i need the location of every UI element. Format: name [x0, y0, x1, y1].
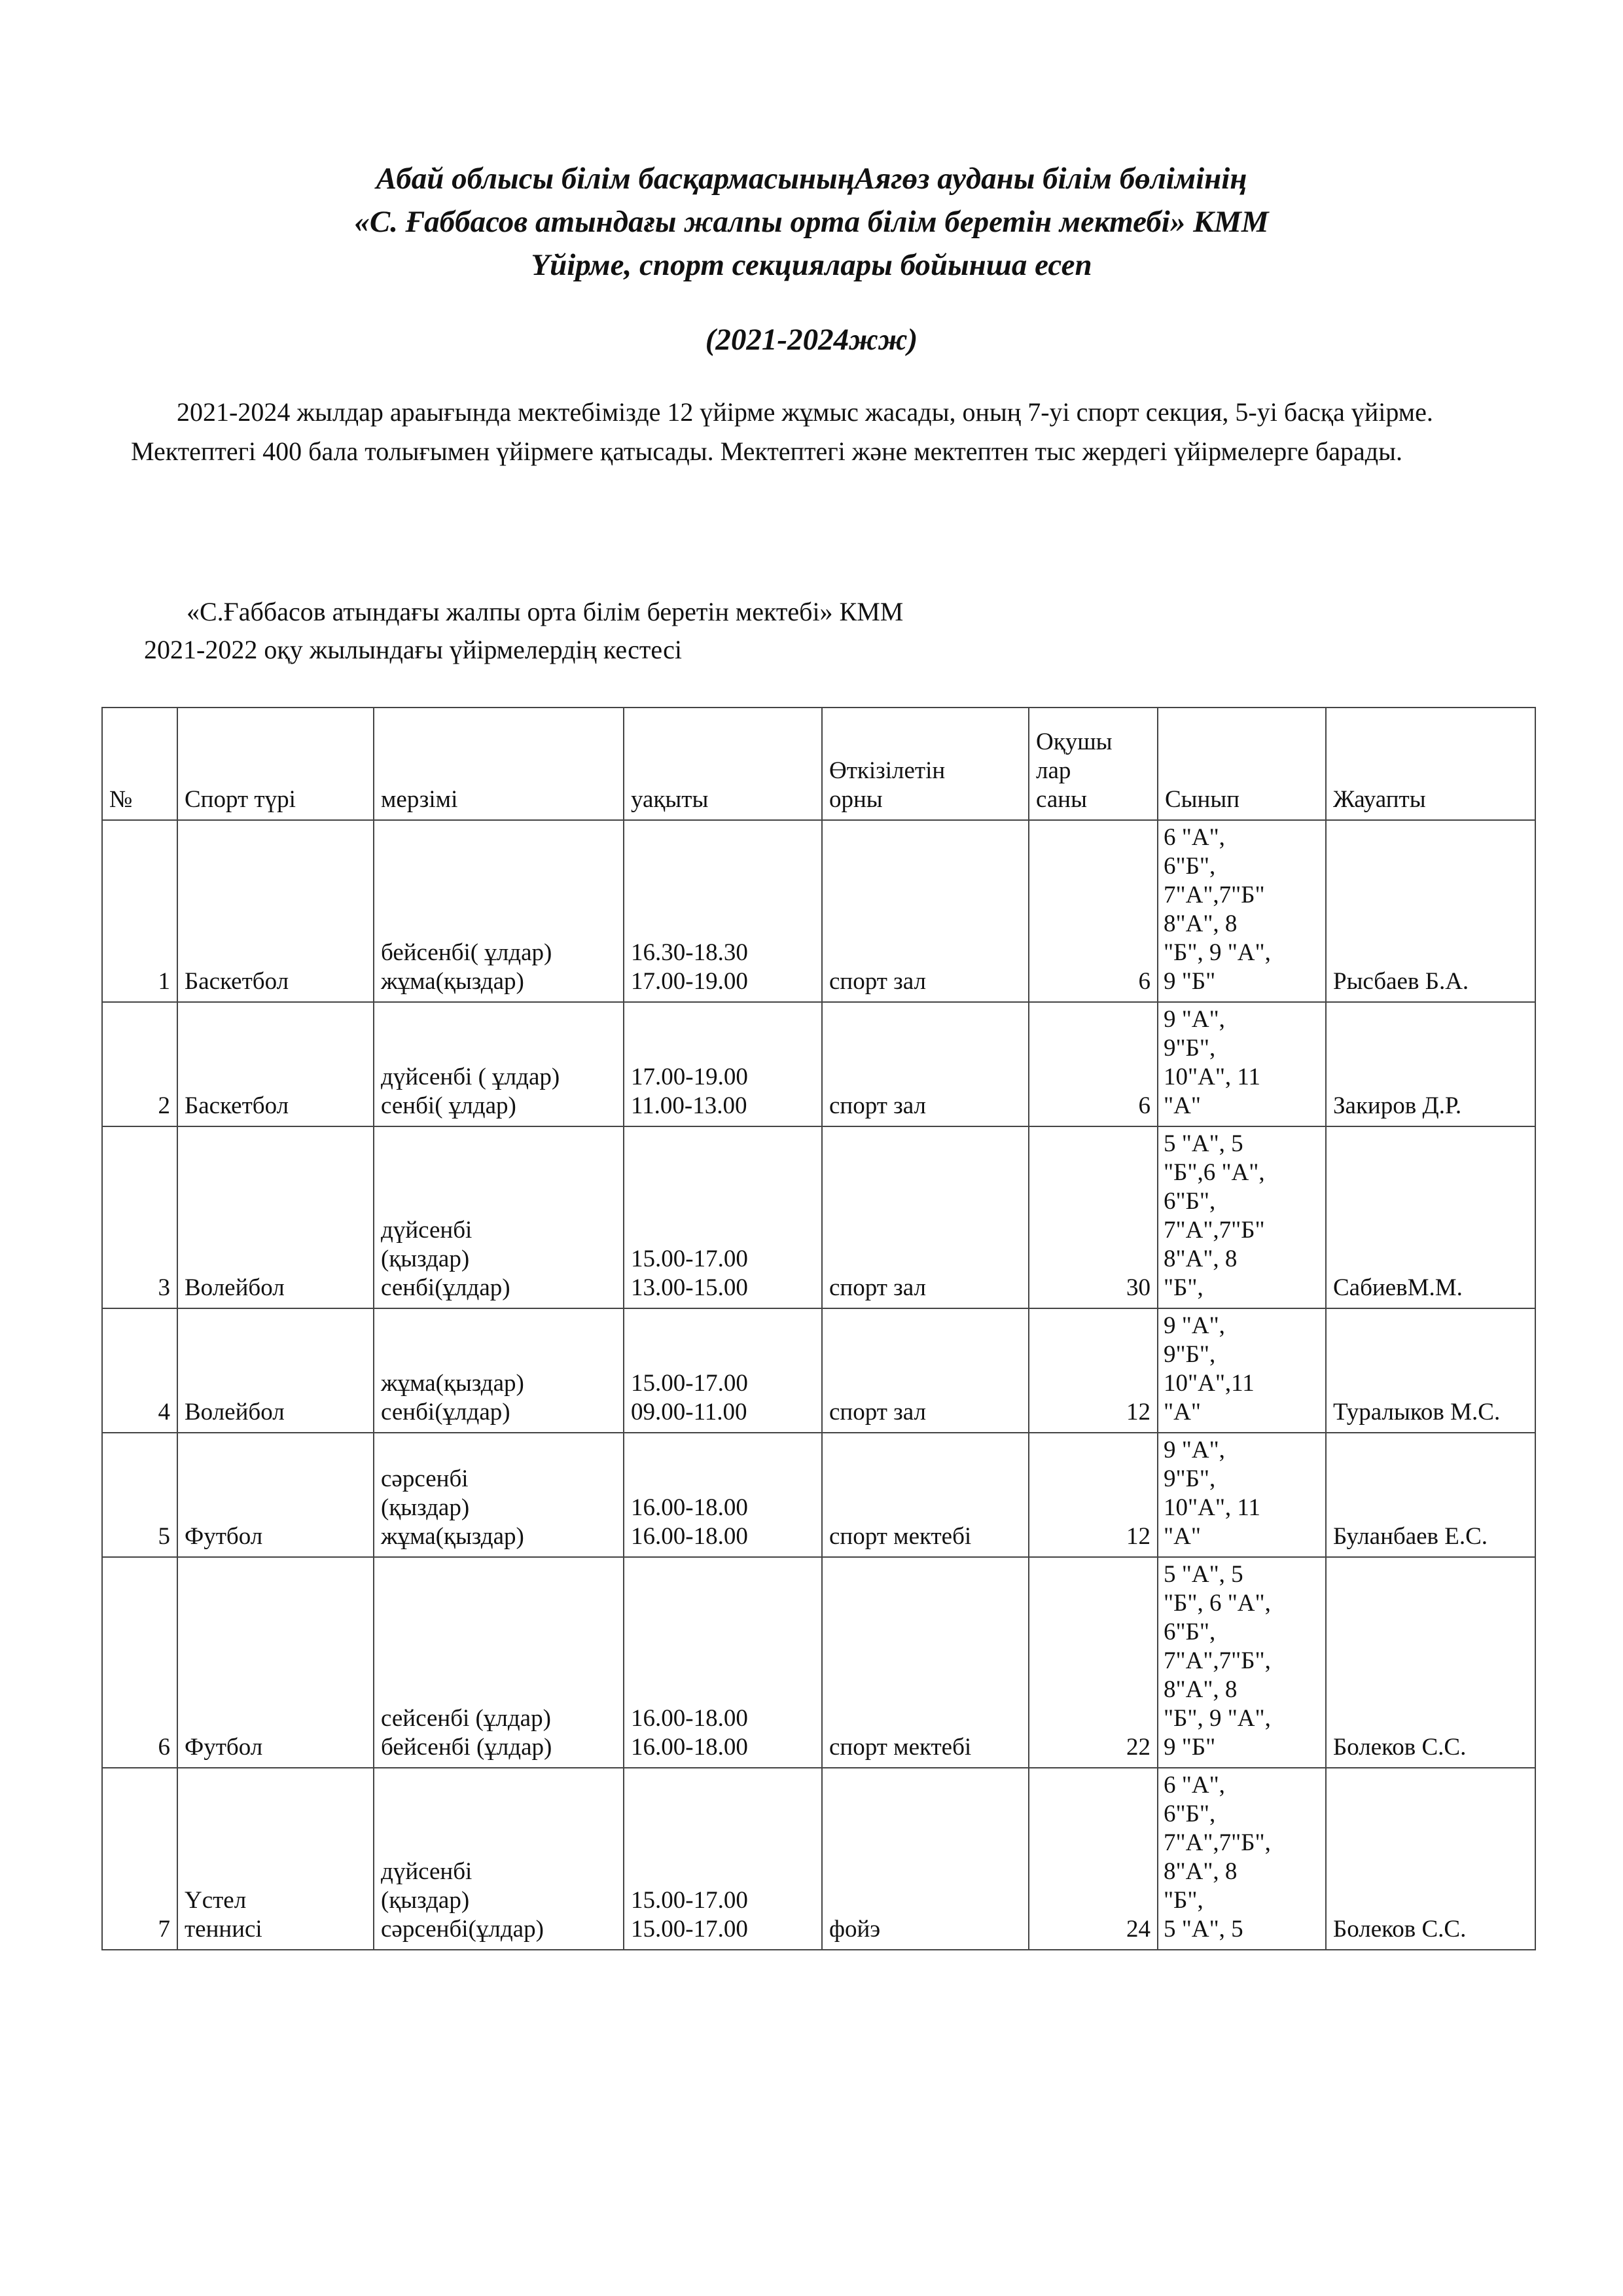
cell-sport: Волейбол — [177, 1308, 374, 1433]
cell-sport: Футбол — [177, 1557, 374, 1768]
cell-num: 7 — [102, 1768, 177, 1950]
cell-sport: Баскетбол — [177, 820, 374, 1002]
cell-time: 17.00-19.00 11.00-13.00 — [624, 1002, 822, 1126]
cell-responsible: СабиевМ.М. — [1326, 1126, 1535, 1308]
cell-students: 30 — [1029, 1126, 1158, 1308]
cell-grade: 5 "А", 5 "Б", 6 "А", 6"Б", 7"А",7"Б", 8"А", 8 "Б", 9 "А", 9 "Б" — [1158, 1557, 1326, 1768]
cell-responsible: Туралыков М.С. — [1326, 1308, 1535, 1433]
cell-place: спорт зал — [822, 1126, 1029, 1308]
cell-responsible: Болеков С.С. — [1326, 1557, 1535, 1768]
cell-num: 1 — [102, 820, 177, 1002]
table-row — [102, 1433, 1535, 1557]
cell-sport: Баскетбол — [177, 1002, 374, 1126]
cell-days: бейсенбі( ұлдар) жұма(қыздар) — [374, 820, 624, 1002]
cell-num: 5 — [102, 1433, 177, 1557]
header-grade: Сынып — [1158, 708, 1326, 820]
cell-students: 12 — [1029, 1308, 1158, 1433]
cell-students: 24 — [1029, 1768, 1158, 1950]
header-line-3: Үйірме, спорт секциялары бойынша есеп — [531, 248, 1092, 282]
header-time: уақыты — [624, 708, 822, 820]
header-students: Оқушы лар саны — [1029, 708, 1158, 820]
header-line-1: Абай облысы білім басқармасыныңАягөз ауданы білім бөлімінің — [376, 162, 1247, 196]
document-header — [0, 157, 1623, 287]
cell-days: сәрсенбі (қыздар) жұма(қыздар) — [374, 1433, 624, 1557]
intro-text: 2021-2024 жылдар араығында мектебімізде 12 үйірме жұмыс жасады, оның 7-уі спорт секция, 5-уі басқа үйірме. Мектептегі 400 бала толығымен үйірмеге қатысады. Мектептегі және мектептен тыс жердегі үйірмелерге барады. — [131, 397, 1433, 466]
header-num: № — [102, 708, 177, 820]
cell-students: 6 — [1029, 820, 1158, 1002]
cell-num: 2 — [102, 1002, 177, 1126]
cell-students: 22 — [1029, 1557, 1158, 1768]
table-row — [102, 1308, 1535, 1433]
cell-grade: 5 "А", 5 "Б",6 "А", 6"Б", 7"А",7"Б" 8"А", 8 "Б", — [1158, 1126, 1326, 1308]
cell-sport: Волейбол — [177, 1126, 374, 1308]
cell-responsible: Рысбаев Б.А. — [1326, 820, 1535, 1002]
table-header-row — [102, 708, 1535, 820]
cell-place: спорт зал — [822, 1308, 1029, 1433]
cell-time: 16.30-18.30 17.00-19.00 — [624, 820, 822, 1002]
cell-sport: Үстел теннисі — [177, 1768, 374, 1950]
cell-grade: 6 "А", 6"Б", 7"А",7"Б" 8"А", 8 "Б", 9 "А", 9 "Б" — [1158, 820, 1326, 1002]
cell-responsible: Закиров Д.Р. — [1326, 1002, 1535, 1126]
header-days: мерзімі — [374, 708, 624, 820]
cell-grade: 9 "А", 9"Б", 10"А", 11 "А" — [1158, 1433, 1326, 1557]
table-caption — [144, 593, 903, 669]
cell-place: спорт мектебі — [822, 1557, 1029, 1768]
table-row — [102, 1126, 1535, 1308]
cell-time: 15.00-17.00 13.00-15.00 — [624, 1126, 822, 1308]
schedule-table — [101, 707, 1536, 1950]
cell-students: 12 — [1029, 1433, 1158, 1557]
cell-days: дүйсенбі (қыздар) сенбі(ұлдар) — [374, 1126, 624, 1308]
cell-days: сейсенбі (ұлдар) бейсенбі (ұлдар) — [374, 1557, 624, 1768]
cell-days: дүйсенбі ( ұлдар) сенбі( ұлдар) — [374, 1002, 624, 1126]
cell-time: 16.00-18.00 16.00-18.00 — [624, 1433, 822, 1557]
header-responsible: Жауапты — [1326, 708, 1535, 820]
cell-days: жұма(қыздар) сенбі(ұлдар) — [374, 1308, 624, 1433]
report-years: (2021-2024жж) — [705, 323, 918, 357]
cell-time: 15.00-17.00 15.00-17.00 — [624, 1768, 822, 1950]
header-place: Өткізілетін орны — [822, 708, 1029, 820]
intro-paragraph — [131, 393, 1505, 471]
cell-students: 6 — [1029, 1002, 1158, 1126]
cell-days: дүйсенбі (қыздар) сәрсенбі(ұлдар) — [374, 1768, 624, 1950]
table-row — [102, 820, 1535, 1002]
cell-num: 6 — [102, 1557, 177, 1768]
table-caption-line-2: 2021-2022 оқу жылындағы үйірмелердің кестесі — [144, 635, 682, 664]
cell-num: 4 — [102, 1308, 177, 1433]
cell-place: спорт мектебі — [822, 1433, 1029, 1557]
cell-grade: 9 "А", 9"Б", 10"А", 11 "А" — [1158, 1002, 1326, 1126]
cell-place: спорт зал — [822, 820, 1029, 1002]
table-row — [102, 1002, 1535, 1126]
table-row — [102, 1768, 1535, 1950]
cell-num: 3 — [102, 1126, 177, 1308]
cell-grade: 6 "А", 6"Б", 7"А",7"Б", 8"А", 8 "Б", 5 "А", 5 — [1158, 1768, 1326, 1950]
cell-time: 16.00-18.00 16.00-18.00 — [624, 1557, 822, 1768]
cell-time: 15.00-17.00 09.00-11.00 — [624, 1308, 822, 1433]
cell-grade: 9 "А", 9"Б", 10"А",11 "А" — [1158, 1308, 1326, 1433]
cell-place: спорт зал — [822, 1002, 1029, 1126]
table-caption-line-1: «С.Ғаббасов атындағы жалпы орта білім беретін мектебі» КММ — [187, 597, 904, 626]
cell-responsible: Болеков С.С. — [1326, 1768, 1535, 1950]
cell-place: фойэ — [822, 1768, 1029, 1950]
cell-sport: Футбол — [177, 1433, 374, 1557]
header-sport: Спорт түрі — [177, 708, 374, 820]
cell-responsible: Буланбаев Е.С. — [1326, 1433, 1535, 1557]
table-row — [102, 1557, 1535, 1768]
header-line-2: «С. Ғаббасов атындағы жалпы орта білім беретін мектебі» КММ — [354, 205, 1269, 239]
